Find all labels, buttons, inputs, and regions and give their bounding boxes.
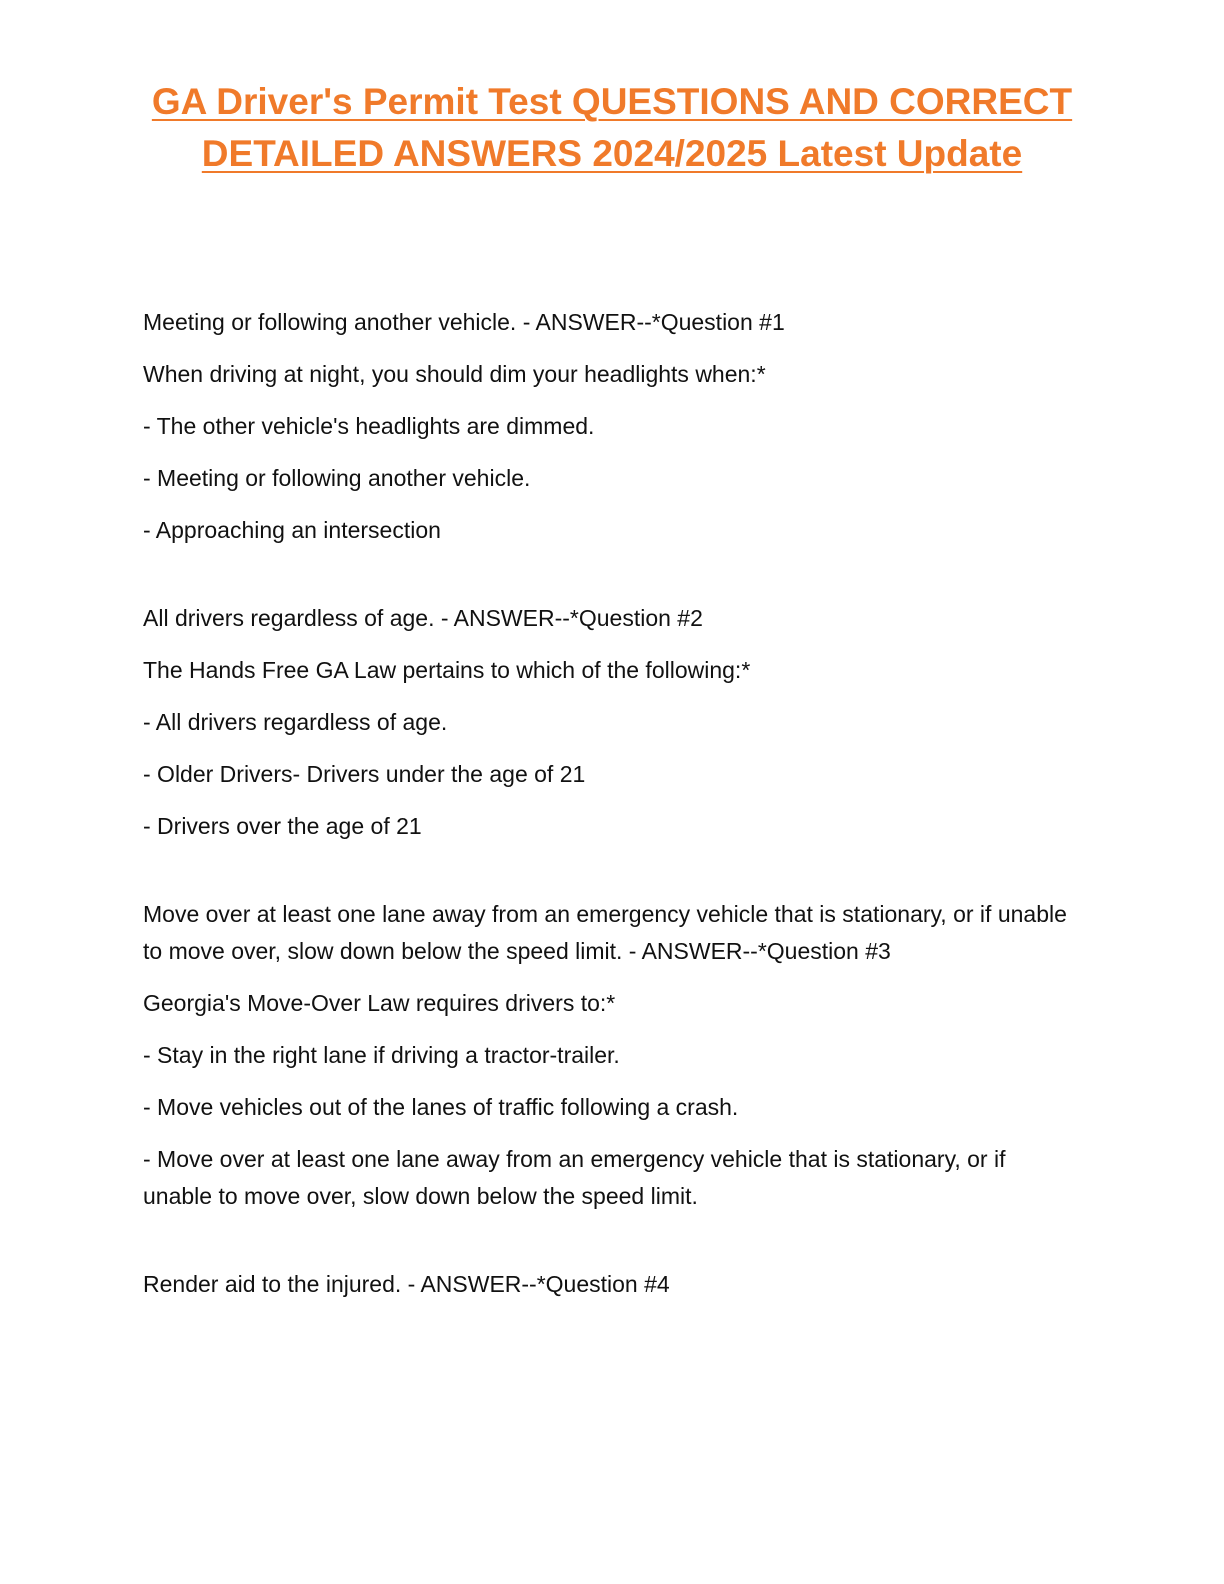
option-text: - Drivers over the age of 21 (143, 813, 422, 839)
title-block (140, 76, 1084, 180)
answer-line: Move over at least one lane away from an emergency vehicle that is stationary, or if unable to move over, slow down below the speed limit. - ANSWER--*Question #3 (143, 901, 1067, 964)
question-text: Georgia's Move-Over Law requires drivers to:* (143, 990, 616, 1016)
answer-line: Render aid to the injured. - ANSWER--*Question #4 (143, 1271, 670, 1297)
option-text: - Approaching an intersection (143, 517, 441, 543)
option-text: - All drivers regardless of age. (143, 709, 448, 735)
answer-line: Meeting or following another vehicle. - ANSWER--*Question #1 (143, 309, 785, 335)
option-text: - Meeting or following another vehicle. (143, 465, 531, 491)
answer-line: All drivers regardless of age. - ANSWER--*Question #2 (143, 605, 703, 631)
question-text: The Hands Free GA Law pertains to which of the following:* (143, 657, 751, 683)
option-text: - The other vehicle's headlights are dimmed. (143, 413, 595, 439)
qa-item-3 (143, 896, 1078, 1215)
document-body (143, 304, 1078, 1354)
qa-item-1 (143, 304, 1078, 549)
document-title: GA Driver's Permit Test QUESTIONS AND CORRECT DETAILED ANSWERS 2024/2025 Latest Update (151, 81, 1073, 174)
option-text: - Move vehicles out of the lanes of traffic following a crash. (143, 1094, 739, 1120)
option-text: - Stay in the right lane if driving a tractor-trailer. (143, 1042, 620, 1068)
qa-item-2 (143, 600, 1078, 845)
qa-item-4 (143, 1266, 1078, 1303)
question-text: When driving at night, you should dim your headlights when:* (143, 361, 766, 387)
option-text: - Older Drivers- Drivers under the age of 21 (143, 761, 586, 787)
option-text: - Move over at least one lane away from an emergency vehicle that is stationary, or if unable to move over, slow down below the speed limit. (143, 1146, 1006, 1209)
